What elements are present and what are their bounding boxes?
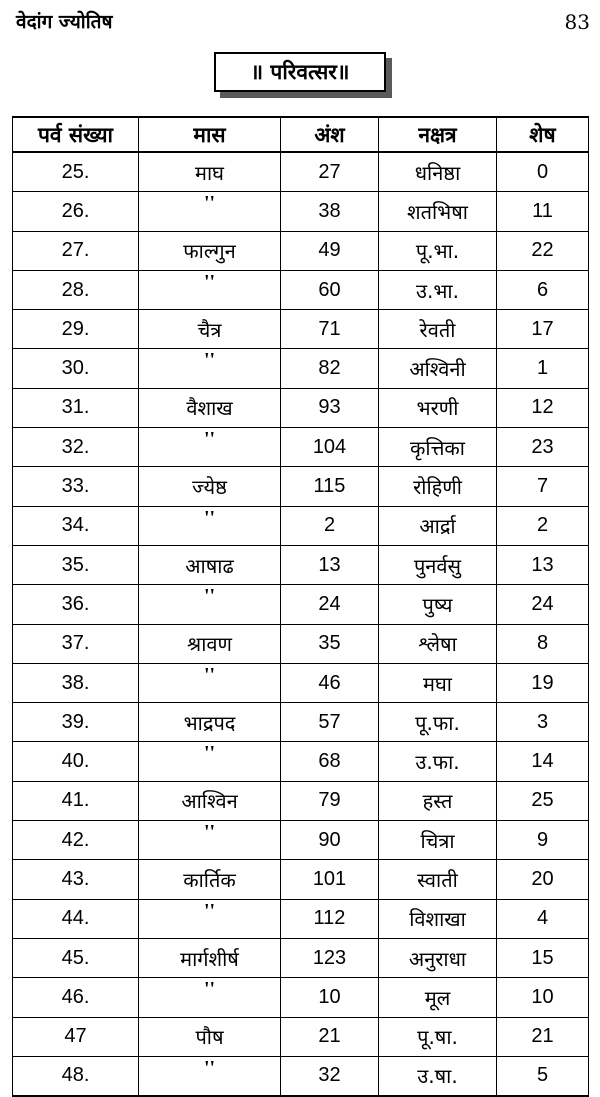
table-row xyxy=(13,467,589,506)
nakshatra-cell: विशाखा xyxy=(379,899,497,938)
degree-cell: 38 xyxy=(281,192,379,231)
nakshatra-cell: उ.षा. xyxy=(379,1056,497,1096)
remainder-cell: 25 xyxy=(497,781,589,820)
degree-cell: 112 xyxy=(281,899,379,938)
table-row xyxy=(13,1056,589,1096)
month-cell: '' xyxy=(139,270,281,309)
table-row xyxy=(13,585,589,624)
nakshatra-cell: पू.भा. xyxy=(379,231,497,270)
month-cell: कार्तिक xyxy=(139,860,281,899)
remainder-cell: 6 xyxy=(497,270,589,309)
parva-number-cell: 31. xyxy=(13,388,139,427)
remainder-cell: 22 xyxy=(497,231,589,270)
page-number: 83 xyxy=(564,10,590,34)
table-row xyxy=(13,821,589,860)
nakshatra-cell: पू.षा. xyxy=(379,1017,497,1056)
parva-number-cell: 38. xyxy=(13,663,139,702)
table-row xyxy=(13,545,589,584)
parva-number-cell: 46. xyxy=(13,978,139,1017)
parva-number-cell: 27. xyxy=(13,231,139,270)
degree-cell: 32 xyxy=(281,1056,379,1096)
month-cell: माघ xyxy=(139,152,281,192)
parva-number-cell: 43. xyxy=(13,860,139,899)
month-cell: मार्गशीर्ष xyxy=(139,938,281,977)
nakshatra-cell: उ.फा. xyxy=(379,742,497,781)
remainder-cell: 19 xyxy=(497,663,589,702)
nakshatra-cell: शतभिषा xyxy=(379,192,497,231)
remainder-cell: 21 xyxy=(497,1017,589,1056)
nakshatra-cell: मघा xyxy=(379,663,497,702)
column-header-degree: अंश xyxy=(281,117,379,152)
remainder-cell: 1 xyxy=(497,349,589,388)
parva-number-cell: 48. xyxy=(13,1056,139,1096)
table-row xyxy=(13,781,589,820)
degree-cell: 104 xyxy=(281,428,379,467)
degree-cell: 115 xyxy=(281,467,379,506)
table-row xyxy=(13,388,589,427)
nakshatra-cell: मूल xyxy=(379,978,497,1017)
parva-number-cell: 37. xyxy=(13,624,139,663)
remainder-cell: 24 xyxy=(497,585,589,624)
degree-cell: 2 xyxy=(281,506,379,545)
degree-cell: 10 xyxy=(281,978,379,1017)
degree-cell: 24 xyxy=(281,585,379,624)
nakshatra-cell: रोहिणी xyxy=(379,467,497,506)
table-row xyxy=(13,624,589,663)
table-row xyxy=(13,663,589,702)
degree-cell: 123 xyxy=(281,938,379,977)
degree-cell: 68 xyxy=(281,742,379,781)
parva-number-cell: 28. xyxy=(13,270,139,309)
parva-number-cell: 45. xyxy=(13,938,139,977)
month-cell: '' xyxy=(139,821,281,860)
degree-cell: 57 xyxy=(281,703,379,742)
parva-number-cell: 34. xyxy=(13,506,139,545)
remainder-cell: 12 xyxy=(497,388,589,427)
month-cell: ज्येष्ठ xyxy=(139,467,281,506)
month-cell: वैशाख xyxy=(139,388,281,427)
month-cell: '' xyxy=(139,978,281,1017)
nakshatra-cell: अनुराधा xyxy=(379,938,497,977)
parva-number-cell: 33. xyxy=(13,467,139,506)
table-row xyxy=(13,270,589,309)
nakshatra-cell: पू.फा. xyxy=(379,703,497,742)
nakshatra-cell: चित्रा xyxy=(379,821,497,860)
parva-number-cell: 42. xyxy=(13,821,139,860)
parva-number-cell: 41. xyxy=(13,781,139,820)
remainder-cell: 15 xyxy=(497,938,589,977)
table-row xyxy=(13,192,589,231)
remainder-cell: 2 xyxy=(497,506,589,545)
nakshatra-cell: कृत्तिका xyxy=(379,428,497,467)
parva-number-cell: 29. xyxy=(13,310,139,349)
degree-cell: 13 xyxy=(281,545,379,584)
month-cell: '' xyxy=(139,506,281,545)
nakshatra-cell: श्लेषा xyxy=(379,624,497,663)
degree-cell: 35 xyxy=(281,624,379,663)
remainder-cell: 14 xyxy=(497,742,589,781)
nakshatra-cell: पुष्य xyxy=(379,585,497,624)
table-row xyxy=(13,899,589,938)
month-cell: श्रावण xyxy=(139,624,281,663)
parva-number-cell: 36. xyxy=(13,585,139,624)
column-header-nakshatra: नक्षत्र xyxy=(379,117,497,152)
table-row xyxy=(13,978,589,1017)
remainder-cell: 13 xyxy=(497,545,589,584)
remainder-cell: 3 xyxy=(497,703,589,742)
remainder-cell: 9 xyxy=(497,821,589,860)
degree-cell: 46 xyxy=(281,663,379,702)
parva-number-cell: 32. xyxy=(13,428,139,467)
month-cell: '' xyxy=(139,663,281,702)
table-row xyxy=(13,703,589,742)
month-cell: '' xyxy=(139,585,281,624)
table-row xyxy=(13,742,589,781)
remainder-cell: 17 xyxy=(497,310,589,349)
month-cell: '' xyxy=(139,428,281,467)
table-row xyxy=(13,152,589,192)
column-header-month: मास xyxy=(139,117,281,152)
column-header-remainder: शेष xyxy=(497,117,589,152)
degree-cell: 79 xyxy=(281,781,379,820)
month-cell: आश्विन xyxy=(139,781,281,820)
degree-cell: 49 xyxy=(281,231,379,270)
degree-cell: 90 xyxy=(281,821,379,860)
nakshatra-cell: हस्त xyxy=(379,781,497,820)
degree-cell: 21 xyxy=(281,1017,379,1056)
degree-cell: 60 xyxy=(281,270,379,309)
table-row xyxy=(13,310,589,349)
degree-cell: 82 xyxy=(281,349,379,388)
remainder-cell: 4 xyxy=(497,899,589,938)
month-cell: '' xyxy=(139,349,281,388)
parva-number-cell: 26. xyxy=(13,192,139,231)
nakshatra-cell: भरणी xyxy=(379,388,497,427)
remainder-cell: 7 xyxy=(497,467,589,506)
table-row xyxy=(13,506,589,545)
remainder-cell: 10 xyxy=(497,978,589,1017)
table-row xyxy=(13,349,589,388)
degree-cell: 27 xyxy=(281,152,379,192)
nakshatra-cell: अश्विनी xyxy=(379,349,497,388)
month-cell: '' xyxy=(139,742,281,781)
degree-cell: 93 xyxy=(281,388,379,427)
month-cell: '' xyxy=(139,899,281,938)
month-cell: भाद्रपद xyxy=(139,703,281,742)
table-row xyxy=(13,428,589,467)
parva-number-cell: 47 xyxy=(13,1017,139,1056)
remainder-cell: 8 xyxy=(497,624,589,663)
table-row xyxy=(13,938,589,977)
month-cell: फाल्गुन xyxy=(139,231,281,270)
remainder-cell: 20 xyxy=(497,860,589,899)
nakshatra-cell: स्वाती xyxy=(379,860,497,899)
parva-number-cell: 44. xyxy=(13,899,139,938)
nakshatra-cell: पुनर्वसु xyxy=(379,545,497,584)
remainder-cell: 11 xyxy=(497,192,589,231)
parivatsar-table xyxy=(12,116,589,1097)
nakshatra-cell: धनिष्ठा xyxy=(379,152,497,192)
nakshatra-cell: उ.भा. xyxy=(379,270,497,309)
parva-number-cell: 30. xyxy=(13,349,139,388)
remainder-cell: 0 xyxy=(497,152,589,192)
table-row xyxy=(13,231,589,270)
parva-number-cell: 35. xyxy=(13,545,139,584)
table-row xyxy=(13,860,589,899)
column-header-parva-number: पर्व संख्या xyxy=(13,117,139,152)
remainder-cell: 23 xyxy=(497,428,589,467)
table-row xyxy=(13,1017,589,1056)
table-header-row xyxy=(13,117,589,152)
table-title: ॥ परिवत्सर॥ xyxy=(214,52,386,92)
month-cell: '' xyxy=(139,192,281,231)
month-cell: पौष xyxy=(139,1017,281,1056)
month-cell: चैत्र xyxy=(139,310,281,349)
month-cell: '' xyxy=(139,1056,281,1096)
parva-number-cell: 25. xyxy=(13,152,139,192)
parva-number-cell: 40. xyxy=(13,742,139,781)
parva-number-cell: 39. xyxy=(13,703,139,742)
month-cell: आषाढ xyxy=(139,545,281,584)
nakshatra-cell: आर्द्रा xyxy=(379,506,497,545)
running-title: वेदांग ज्योतिष xyxy=(16,11,113,33)
degree-cell: 71 xyxy=(281,310,379,349)
nakshatra-cell: रेवती xyxy=(379,310,497,349)
degree-cell: 101 xyxy=(281,860,379,899)
remainder-cell: 5 xyxy=(497,1056,589,1096)
